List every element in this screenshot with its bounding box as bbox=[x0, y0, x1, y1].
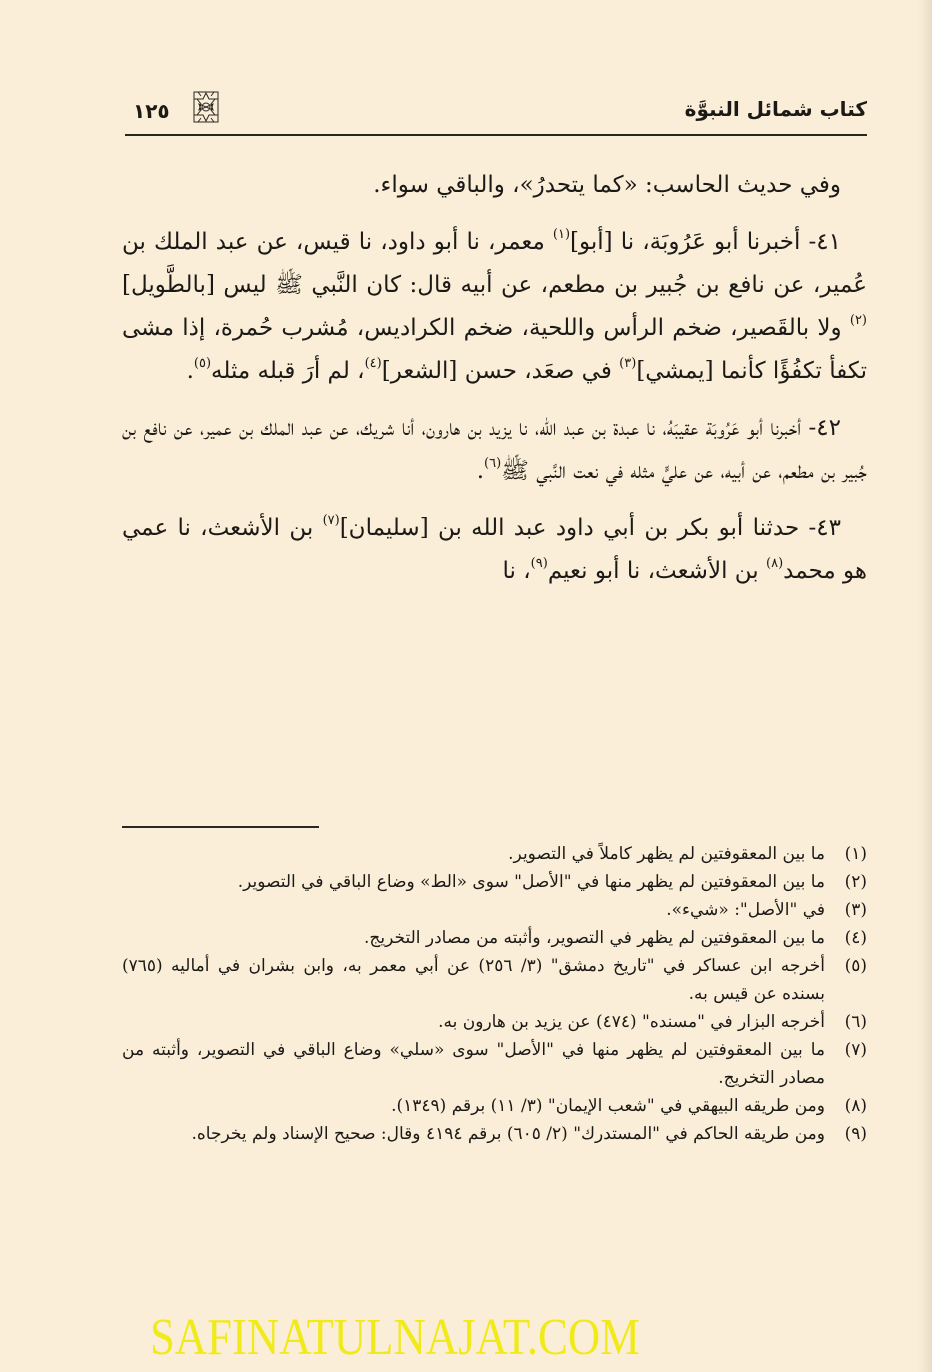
footnote-4 bbox=[122, 924, 867, 952]
text-segment: ولا بالقَصير، ضخم الرأس واللحية، ضخم الكراديس، مُشرب حُمرة، إذا مشى تكفأ تكفُؤًا كأنما [يمشي] bbox=[122, 315, 867, 384]
footnote-text: أخرجه ابن عساكر في "تاريخ دمشق" (٣/ ٢٥٦) عن أبي معمر به، وابن بشران في أماليه (٧٦٥) بسنده عن قيس به. bbox=[122, 956, 825, 1004]
footnote-text: في "الأصل": «شيء». bbox=[666, 900, 825, 920]
text-segment: معمر، نا أبو داود، نا قيس، عن عبد الملك بن عُمير، عن نافع بن جُبير بن مطعم، عن أبيه قال: كان النَّبي ﷺ ليس [بالطَّويل] bbox=[122, 229, 867, 298]
paragraph: وفي حديث الحاسب: «كما يتحدرُ»، والباقي سواء. bbox=[373, 172, 841, 198]
footnote-ref[interactable]: (٧) bbox=[322, 513, 340, 528]
footnote-number: (٥) bbox=[844, 956, 867, 976]
footnote-ref[interactable]: (٤) bbox=[364, 356, 382, 371]
footnote-text: ما بين المعقوفتين لم يظهر كاملاً في التصوير. bbox=[508, 844, 825, 864]
footnote-6 bbox=[122, 1008, 867, 1036]
text-segment: بن الأشعث، نا عمي هو محمد bbox=[122, 515, 867, 584]
footnote-text: ما بين المعقوفتين لم يظهر في التصوير، وأثبته من مصادر التخريج. bbox=[364, 928, 825, 948]
footnote-1 bbox=[122, 840, 867, 868]
footnote-ref[interactable]: (٩) bbox=[530, 556, 548, 571]
footnote-text: أخرجه البزار في "مسنده" (٤٧٤) عن يزيد بن هارون به. bbox=[438, 1012, 825, 1032]
text-segment: ، لم أرَ قبله مثله bbox=[211, 358, 365, 384]
running-header bbox=[125, 96, 867, 136]
main-text bbox=[122, 164, 867, 593]
footnote-number: (١) bbox=[844, 844, 867, 864]
footnote-7 bbox=[122, 1036, 867, 1092]
footnotes bbox=[122, 840, 867, 1148]
hadith-41 bbox=[122, 221, 867, 393]
footnote-2 bbox=[122, 868, 867, 896]
text-segment: ٤٣- حدثنا أبو بكر بن أبي داود عبد الله بن [سليمان] bbox=[339, 515, 841, 541]
footnote-8 bbox=[122, 1092, 867, 1120]
footnote-text: ما بين المعقوفتين لم يظهر منها في "الأصل" سوى «الط» وضاع الباقي في التصوير. bbox=[237, 872, 825, 892]
footnote-ref[interactable]: (٥) bbox=[193, 356, 212, 371]
footnote-ref[interactable]: (١) bbox=[552, 227, 571, 242]
footnote-ref[interactable]: (٣) bbox=[619, 356, 637, 371]
hadith-43 bbox=[122, 507, 867, 593]
footnote-text: ما بين المعقوفتين لم يظهر منها في "الأصل" سوى «سلي» وضاع الباقي في التصوير، وأثبته من مصادر التخريج. bbox=[122, 1040, 825, 1088]
book-title: كتاب شمائل النبوَّة bbox=[684, 97, 867, 121]
footnote-number: (٩) bbox=[844, 1124, 867, 1144]
site-watermark: SAFINATULNAJAT.COM bbox=[150, 1309, 640, 1366]
footnote-ref[interactable]: (٨) bbox=[766, 556, 784, 571]
footnote-number: (٤) bbox=[844, 928, 867, 948]
text-segment: ٤١- أخبرنا أبو عَرُوبَة، نا [أبو] bbox=[570, 229, 841, 255]
footnote-ref[interactable]: (٦) bbox=[484, 456, 502, 471]
text-segment: . bbox=[186, 358, 194, 384]
footnote-separator bbox=[122, 826, 319, 828]
footnote-text: ومن طريقه الحاكم في "المستدرك" (٢/ ٦٠٥) برقم ٤١٩٤ وقال: صحيح الإسناد ولم يخرجاه. bbox=[191, 1124, 825, 1144]
footnote-ref[interactable]: (٢) bbox=[849, 313, 867, 328]
text-segment: ، نا bbox=[502, 558, 531, 584]
text-segment: ٤٢- أخبرنا أبو عَرُوبَة عقيبَهُ، نا عبدة بن عبد الله، نا يزيد بن هارون، أنا شريك، عن عبد الملك بن عمير، عن نافع بن جُبير بن مطعم، عن أبيه، عن عليٍّ مثله في نعت النَّبي ﷺ bbox=[122, 415, 867, 484]
footnote-text: ومن طريقه البيهقي في "شعب الإيمان" (٣/ ١١) برقم (١٣٤٩). bbox=[391, 1096, 825, 1116]
header-rule bbox=[125, 134, 867, 136]
footnote-number: (٨) bbox=[844, 1096, 867, 1116]
footnote-number: (٣) bbox=[844, 900, 867, 920]
page-edge-shadow bbox=[918, 0, 932, 1372]
footnote-number: (٦) bbox=[844, 1012, 867, 1032]
footnote-3 bbox=[122, 896, 867, 924]
text-segment: في صعَد، حسن [الشعر] bbox=[381, 358, 620, 384]
text-segment: بن الأشعث، نا أبو نعيم bbox=[547, 558, 766, 584]
page-number: ١٢٥ bbox=[133, 99, 170, 123]
text-segment: . bbox=[476, 458, 484, 484]
footnote-5 bbox=[122, 952, 867, 1008]
footnote-number: (٧) bbox=[844, 1040, 867, 1060]
islamic-geometric-ornament-icon bbox=[192, 90, 220, 124]
footnote-9 bbox=[122, 1120, 867, 1148]
hadith-42 bbox=[122, 407, 867, 493]
footnote-number: (٢) bbox=[844, 872, 867, 892]
